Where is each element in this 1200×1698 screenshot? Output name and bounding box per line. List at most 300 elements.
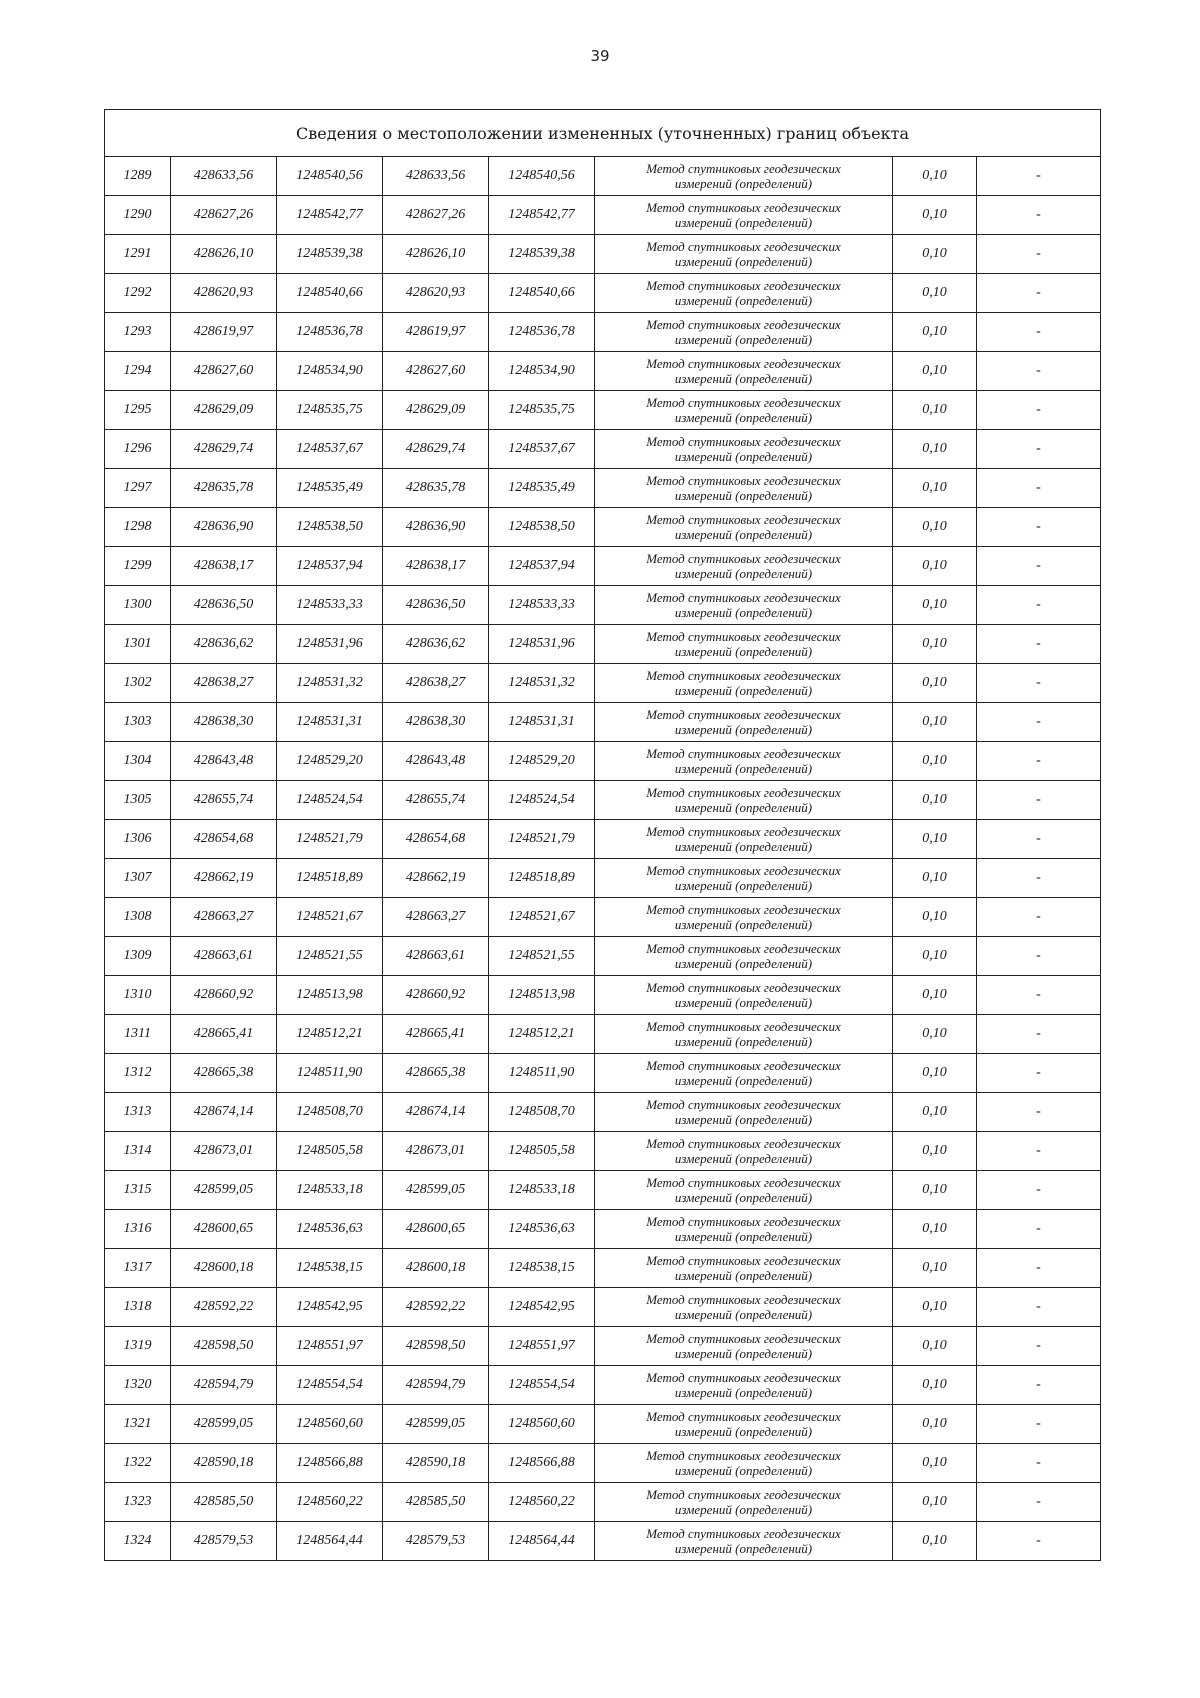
method-line-2: измерений (определений) xyxy=(674,1541,813,1556)
method-line-2: измерений (определений) xyxy=(674,176,813,191)
method-line-1: Метод спутниковых геодезических xyxy=(646,668,841,683)
point-number-cell: 1292 xyxy=(105,274,171,313)
x-old-cell: 428594,79 xyxy=(171,1366,277,1405)
y-new-cell: 1248524,54 xyxy=(489,781,595,820)
method-line-1: Метод спутниковых геодезических xyxy=(646,1370,841,1385)
x-new-cell: 428663,27 xyxy=(383,898,489,937)
point-number-cell: 1300 xyxy=(105,586,171,625)
y-new-cell: 1248560,22 xyxy=(489,1483,595,1522)
method-line-1: Метод спутниковых геодезических xyxy=(646,1448,841,1463)
x-old-cell: 428662,19 xyxy=(171,859,277,898)
accuracy-cell: 0,10 xyxy=(893,859,977,898)
description-cell: - xyxy=(977,1171,1101,1210)
method-line-1: Метод спутниковых геодезических xyxy=(646,551,841,566)
table-row xyxy=(105,703,1101,742)
method-cell xyxy=(595,1171,893,1210)
point-number-cell: 1298 xyxy=(105,508,171,547)
point-number-cell: 1307 xyxy=(105,859,171,898)
description-cell: - xyxy=(977,1210,1101,1249)
y-new-cell: 1248536,78 xyxy=(489,313,595,352)
method-cell xyxy=(595,781,893,820)
method-cell xyxy=(595,1522,893,1561)
y-old-cell: 1248505,58 xyxy=(277,1132,383,1171)
description-cell: - xyxy=(977,235,1101,274)
x-old-cell: 428636,90 xyxy=(171,508,277,547)
table-row xyxy=(105,313,1101,352)
point-number-cell: 1301 xyxy=(105,625,171,664)
point-number-cell: 1315 xyxy=(105,1171,171,1210)
accuracy-cell: 0,10 xyxy=(893,1405,977,1444)
y-old-cell: 1248529,20 xyxy=(277,742,383,781)
y-new-cell: 1248512,21 xyxy=(489,1015,595,1054)
x-old-cell: 428629,09 xyxy=(171,391,277,430)
x-old-cell: 428598,50 xyxy=(171,1327,277,1366)
y-old-cell: 1248535,49 xyxy=(277,469,383,508)
x-new-cell: 428638,17 xyxy=(383,547,489,586)
x-new-cell: 428590,18 xyxy=(383,1444,489,1483)
description-cell: - xyxy=(977,1015,1101,1054)
x-old-cell: 428665,41 xyxy=(171,1015,277,1054)
method-line-1: Метод спутниковых геодезических xyxy=(646,1097,841,1112)
point-number-cell: 1304 xyxy=(105,742,171,781)
point-number-cell: 1309 xyxy=(105,937,171,976)
method-line-1: Метод спутниковых геодезических xyxy=(646,980,841,995)
description-cell: - xyxy=(977,1132,1101,1171)
y-old-cell: 1248554,54 xyxy=(277,1366,383,1405)
method-line-1: Метод спутниковых геодезических xyxy=(646,161,841,176)
table-row xyxy=(105,508,1101,547)
point-number-cell: 1290 xyxy=(105,196,171,235)
table-row xyxy=(105,820,1101,859)
method-cell xyxy=(595,352,893,391)
point-number-cell: 1308 xyxy=(105,898,171,937)
method-line-2: измерений (определений) xyxy=(674,410,813,425)
table-row xyxy=(105,1210,1101,1249)
x-new-cell: 428619,97 xyxy=(383,313,489,352)
x-old-cell: 428674,14 xyxy=(171,1093,277,1132)
y-new-cell: 1248531,96 xyxy=(489,625,595,664)
description-cell: - xyxy=(977,742,1101,781)
x-old-cell: 428600,18 xyxy=(171,1249,277,1288)
description-cell: - xyxy=(977,1483,1101,1522)
accuracy-cell: 0,10 xyxy=(893,664,977,703)
description-cell: - xyxy=(977,1405,1101,1444)
y-old-cell: 1248551,97 xyxy=(277,1327,383,1366)
point-number-cell: 1291 xyxy=(105,235,171,274)
table-title: Сведения о местоположении измененных (уточненных) границ объекта xyxy=(105,110,1101,157)
method-line-2: измерений (определений) xyxy=(674,566,813,581)
y-new-cell: 1248531,31 xyxy=(489,703,595,742)
y-new-cell: 1248554,54 xyxy=(489,1366,595,1405)
x-old-cell: 428599,05 xyxy=(171,1405,277,1444)
x-old-cell: 428620,93 xyxy=(171,274,277,313)
y-new-cell: 1248542,77 xyxy=(489,196,595,235)
table-row xyxy=(105,1171,1101,1210)
y-new-cell: 1248566,88 xyxy=(489,1444,595,1483)
point-number-cell: 1319 xyxy=(105,1327,171,1366)
method-cell xyxy=(595,1405,893,1444)
x-old-cell: 428638,27 xyxy=(171,664,277,703)
x-new-cell: 428654,68 xyxy=(383,820,489,859)
table-row xyxy=(105,586,1101,625)
method-line-2: измерений (определений) xyxy=(674,956,813,971)
description-cell: - xyxy=(977,625,1101,664)
method-line-1: Метод спутниковых геодезических xyxy=(646,434,841,449)
y-old-cell: 1248521,79 xyxy=(277,820,383,859)
y-new-cell: 1248560,60 xyxy=(489,1405,595,1444)
method-cell xyxy=(595,547,893,586)
table-row xyxy=(105,547,1101,586)
description-cell: - xyxy=(977,1327,1101,1366)
x-new-cell: 428655,74 xyxy=(383,781,489,820)
method-cell xyxy=(595,1015,893,1054)
table-row xyxy=(105,625,1101,664)
point-number-cell: 1324 xyxy=(105,1522,171,1561)
method-cell xyxy=(595,898,893,937)
y-old-cell: 1248538,15 xyxy=(277,1249,383,1288)
x-new-cell: 428660,92 xyxy=(383,976,489,1015)
method-cell xyxy=(595,1288,893,1327)
method-line-2: измерений (определений) xyxy=(674,839,813,854)
accuracy-cell: 0,10 xyxy=(893,469,977,508)
point-number-cell: 1303 xyxy=(105,703,171,742)
point-number-cell: 1318 xyxy=(105,1288,171,1327)
y-new-cell: 1248533,33 xyxy=(489,586,595,625)
point-number-cell: 1320 xyxy=(105,1366,171,1405)
point-number-cell: 1323 xyxy=(105,1483,171,1522)
accuracy-cell: 0,10 xyxy=(893,1288,977,1327)
x-new-cell: 428636,50 xyxy=(383,586,489,625)
method-cell xyxy=(595,1444,893,1483)
x-new-cell: 428594,79 xyxy=(383,1366,489,1405)
method-line-2: измерений (определений) xyxy=(674,1268,813,1283)
accuracy-cell: 0,10 xyxy=(893,1249,977,1288)
method-line-2: измерений (определений) xyxy=(674,917,813,932)
y-new-cell: 1248540,66 xyxy=(489,274,595,313)
method-line-1: Метод спутниковых геодезических xyxy=(646,1175,841,1190)
method-cell xyxy=(595,625,893,664)
y-new-cell: 1248540,56 xyxy=(489,157,595,196)
table-row xyxy=(105,274,1101,313)
y-old-cell: 1248540,56 xyxy=(277,157,383,196)
method-line-1: Метод спутниковых геодезических xyxy=(646,239,841,254)
x-new-cell: 428638,30 xyxy=(383,703,489,742)
method-line-2: измерений (определений) xyxy=(674,1151,813,1166)
method-line-1: Метод спутниковых геодезических xyxy=(646,512,841,527)
y-new-cell: 1248551,97 xyxy=(489,1327,595,1366)
table-body xyxy=(105,157,1101,1561)
y-old-cell: 1248560,60 xyxy=(277,1405,383,1444)
description-cell: - xyxy=(977,976,1101,1015)
y-new-cell: 1248534,90 xyxy=(489,352,595,391)
x-old-cell: 428654,68 xyxy=(171,820,277,859)
method-line-1: Метод спутниковых геодезических xyxy=(646,1058,841,1073)
accuracy-cell: 0,10 xyxy=(893,430,977,469)
description-cell: - xyxy=(977,352,1101,391)
description-cell: - xyxy=(977,1444,1101,1483)
method-line-2: измерений (определений) xyxy=(674,1502,813,1517)
accuracy-cell: 0,10 xyxy=(893,1444,977,1483)
accuracy-cell: 0,10 xyxy=(893,586,977,625)
method-cell xyxy=(595,313,893,352)
table-row xyxy=(105,976,1101,1015)
point-number-cell: 1313 xyxy=(105,1093,171,1132)
method-line-2: измерений (определений) xyxy=(674,293,813,308)
x-old-cell: 428673,01 xyxy=(171,1132,277,1171)
description-cell: - xyxy=(977,1366,1101,1405)
method-line-2: измерений (определений) xyxy=(674,332,813,347)
method-line-2: измерений (определений) xyxy=(674,995,813,1010)
table-row xyxy=(105,391,1101,430)
x-new-cell: 428620,93 xyxy=(383,274,489,313)
method-line-2: измерений (определений) xyxy=(674,215,813,230)
accuracy-cell: 0,10 xyxy=(893,391,977,430)
method-line-1: Метод спутниковых геодезических xyxy=(646,1253,841,1268)
point-number-cell: 1317 xyxy=(105,1249,171,1288)
method-cell xyxy=(595,1249,893,1288)
y-new-cell: 1248508,70 xyxy=(489,1093,595,1132)
x-new-cell: 428598,50 xyxy=(383,1327,489,1366)
method-line-1: Метод спутниковых геодезических xyxy=(646,629,841,644)
x-old-cell: 428629,74 xyxy=(171,430,277,469)
point-number-cell: 1311 xyxy=(105,1015,171,1054)
method-line-1: Метод спутниковых геодезических xyxy=(646,1136,841,1151)
y-new-cell: 1248505,58 xyxy=(489,1132,595,1171)
y-old-cell: 1248534,90 xyxy=(277,352,383,391)
page-number: 39 xyxy=(590,47,610,65)
description-cell: - xyxy=(977,391,1101,430)
y-old-cell: 1248521,55 xyxy=(277,937,383,976)
method-line-1: Метод спутниковых геодезических xyxy=(646,941,841,956)
method-line-2: измерений (определений) xyxy=(674,449,813,464)
y-old-cell: 1248564,44 xyxy=(277,1522,383,1561)
y-old-cell: 1248521,67 xyxy=(277,898,383,937)
x-new-cell: 428585,50 xyxy=(383,1483,489,1522)
x-old-cell: 428590,18 xyxy=(171,1444,277,1483)
accuracy-cell: 0,10 xyxy=(893,157,977,196)
method-line-1: Метод спутниковых геодезических xyxy=(646,707,841,722)
y-old-cell: 1248513,98 xyxy=(277,976,383,1015)
x-old-cell: 428636,50 xyxy=(171,586,277,625)
x-old-cell: 428663,27 xyxy=(171,898,277,937)
table-row xyxy=(105,1522,1101,1561)
y-old-cell: 1248531,32 xyxy=(277,664,383,703)
x-new-cell: 428643,48 xyxy=(383,742,489,781)
table-row xyxy=(105,1327,1101,1366)
accuracy-cell: 0,10 xyxy=(893,820,977,859)
x-new-cell: 428599,05 xyxy=(383,1171,489,1210)
method-cell xyxy=(595,664,893,703)
method-line-2: измерений (определений) xyxy=(674,1034,813,1049)
method-cell xyxy=(595,1327,893,1366)
y-new-cell: 1248535,75 xyxy=(489,391,595,430)
x-old-cell: 428600,65 xyxy=(171,1210,277,1249)
method-cell xyxy=(595,235,893,274)
y-old-cell: 1248524,54 xyxy=(277,781,383,820)
x-old-cell: 428655,74 xyxy=(171,781,277,820)
method-cell xyxy=(595,1366,893,1405)
method-line-1: Метод спутниковых геодезических xyxy=(646,317,841,332)
point-number-cell: 1294 xyxy=(105,352,171,391)
method-line-2: измерений (определений) xyxy=(674,254,813,269)
x-new-cell: 428599,05 xyxy=(383,1405,489,1444)
method-line-2: измерений (определений) xyxy=(674,488,813,503)
accuracy-cell: 0,10 xyxy=(893,1132,977,1171)
method-cell xyxy=(595,1483,893,1522)
x-old-cell: 428643,48 xyxy=(171,742,277,781)
table-row xyxy=(105,352,1101,391)
x-old-cell: 428665,38 xyxy=(171,1054,277,1093)
table-row xyxy=(105,1366,1101,1405)
method-line-2: измерений (определений) xyxy=(674,722,813,737)
table-row xyxy=(105,235,1101,274)
table-row xyxy=(105,1483,1101,1522)
description-cell: - xyxy=(977,937,1101,976)
method-line-2: измерений (определений) xyxy=(674,878,813,893)
point-number-cell: 1306 xyxy=(105,820,171,859)
method-cell xyxy=(595,976,893,1015)
point-number-cell: 1316 xyxy=(105,1210,171,1249)
y-old-cell: 1248518,89 xyxy=(277,859,383,898)
method-line-2: измерений (определений) xyxy=(674,1229,813,1244)
description-cell: - xyxy=(977,547,1101,586)
x-new-cell: 428592,22 xyxy=(383,1288,489,1327)
accuracy-cell: 0,10 xyxy=(893,976,977,1015)
method-line-1: Метод спутниковых геодезических xyxy=(646,824,841,839)
method-line-1: Метод спутниковых геодезических xyxy=(646,1526,841,1541)
description-cell: - xyxy=(977,1522,1101,1561)
point-number-cell: 1299 xyxy=(105,547,171,586)
point-number-cell: 1296 xyxy=(105,430,171,469)
accuracy-cell: 0,10 xyxy=(893,781,977,820)
method-line-1: Метод спутниковых геодезических xyxy=(646,590,841,605)
description-cell: - xyxy=(977,157,1101,196)
point-number-cell: 1295 xyxy=(105,391,171,430)
y-old-cell: 1248539,38 xyxy=(277,235,383,274)
x-old-cell: 428638,30 xyxy=(171,703,277,742)
y-new-cell: 1248521,79 xyxy=(489,820,595,859)
method-cell xyxy=(595,742,893,781)
accuracy-cell: 0,10 xyxy=(893,1327,977,1366)
method-line-1: Метод спутниковых геодезических xyxy=(646,1487,841,1502)
method-line-1: Метод спутниковых геодезических xyxy=(646,395,841,410)
y-new-cell: 1248537,94 xyxy=(489,547,595,586)
y-old-cell: 1248560,22 xyxy=(277,1483,383,1522)
x-new-cell: 428633,56 xyxy=(383,157,489,196)
method-line-1: Метод спутниковых геодезических xyxy=(646,863,841,878)
x-new-cell: 428674,14 xyxy=(383,1093,489,1132)
method-line-1: Метод спутниковых геодезических xyxy=(646,1409,841,1424)
x-old-cell: 428633,56 xyxy=(171,157,277,196)
x-old-cell: 428592,22 xyxy=(171,1288,277,1327)
description-cell: - xyxy=(977,859,1101,898)
description-cell: - xyxy=(977,430,1101,469)
method-line-1: Метод спутниковых геодезических xyxy=(646,1214,841,1229)
accuracy-cell: 0,10 xyxy=(893,313,977,352)
y-old-cell: 1248536,63 xyxy=(277,1210,383,1249)
table-row xyxy=(105,898,1101,937)
method-cell xyxy=(595,157,893,196)
accuracy-cell: 0,10 xyxy=(893,1093,977,1132)
method-line-2: измерений (определений) xyxy=(674,605,813,620)
table-header-row xyxy=(105,110,1101,157)
method-cell xyxy=(595,508,893,547)
method-cell xyxy=(595,1054,893,1093)
y-old-cell: 1248542,77 xyxy=(277,196,383,235)
point-number-cell: 1322 xyxy=(105,1444,171,1483)
x-new-cell: 428662,19 xyxy=(383,859,489,898)
point-number-cell: 1305 xyxy=(105,781,171,820)
table-row xyxy=(105,1288,1101,1327)
method-line-1: Метод спутниковых геодезических xyxy=(646,1292,841,1307)
table-row xyxy=(105,1405,1101,1444)
table-row xyxy=(105,781,1101,820)
y-old-cell: 1248508,70 xyxy=(277,1093,383,1132)
table-row xyxy=(105,430,1101,469)
description-cell: - xyxy=(977,508,1101,547)
table-row xyxy=(105,469,1101,508)
description-cell: - xyxy=(977,1054,1101,1093)
x-new-cell: 428629,74 xyxy=(383,430,489,469)
method-line-2: измерений (определений) xyxy=(674,683,813,698)
method-line-2: измерений (определений) xyxy=(674,800,813,815)
table-row xyxy=(105,1132,1101,1171)
y-new-cell: 1248537,67 xyxy=(489,430,595,469)
method-cell xyxy=(595,1132,893,1171)
x-new-cell: 428665,41 xyxy=(383,1015,489,1054)
method-line-1: Метод спутниковых геодезических xyxy=(646,1331,841,1346)
y-old-cell: 1248533,33 xyxy=(277,586,383,625)
x-new-cell: 428627,26 xyxy=(383,196,489,235)
x-new-cell: 428663,61 xyxy=(383,937,489,976)
accuracy-cell: 0,10 xyxy=(893,1522,977,1561)
x-old-cell: 428635,78 xyxy=(171,469,277,508)
table-row xyxy=(105,1015,1101,1054)
accuracy-cell: 0,10 xyxy=(893,235,977,274)
method-line-1: Метод спутниковых геодезических xyxy=(646,785,841,800)
description-cell: - xyxy=(977,1288,1101,1327)
method-line-1: Метод спутниковых геодезических xyxy=(646,902,841,917)
table-row xyxy=(105,157,1101,196)
accuracy-cell: 0,10 xyxy=(893,1054,977,1093)
y-old-cell: 1248537,67 xyxy=(277,430,383,469)
accuracy-cell: 0,10 xyxy=(893,703,977,742)
accuracy-cell: 0,10 xyxy=(893,625,977,664)
description-cell: - xyxy=(977,898,1101,937)
y-new-cell: 1248521,67 xyxy=(489,898,595,937)
accuracy-cell: 0,10 xyxy=(893,742,977,781)
method-cell xyxy=(595,469,893,508)
accuracy-cell: 0,10 xyxy=(893,508,977,547)
x-new-cell: 428636,62 xyxy=(383,625,489,664)
y-old-cell: 1248537,94 xyxy=(277,547,383,586)
description-cell: - xyxy=(977,274,1101,313)
x-new-cell: 428665,38 xyxy=(383,1054,489,1093)
y-new-cell: 1248538,15 xyxy=(489,1249,595,1288)
table-row xyxy=(105,1249,1101,1288)
accuracy-cell: 0,10 xyxy=(893,274,977,313)
table-row xyxy=(105,742,1101,781)
table-row xyxy=(105,1093,1101,1132)
x-old-cell: 428619,97 xyxy=(171,313,277,352)
table-row xyxy=(105,1054,1101,1093)
point-number-cell: 1289 xyxy=(105,157,171,196)
accuracy-cell: 0,10 xyxy=(893,1171,977,1210)
point-number-cell: 1321 xyxy=(105,1405,171,1444)
method-cell xyxy=(595,1210,893,1249)
description-cell: - xyxy=(977,781,1101,820)
method-line-2: измерений (определений) xyxy=(674,1385,813,1400)
